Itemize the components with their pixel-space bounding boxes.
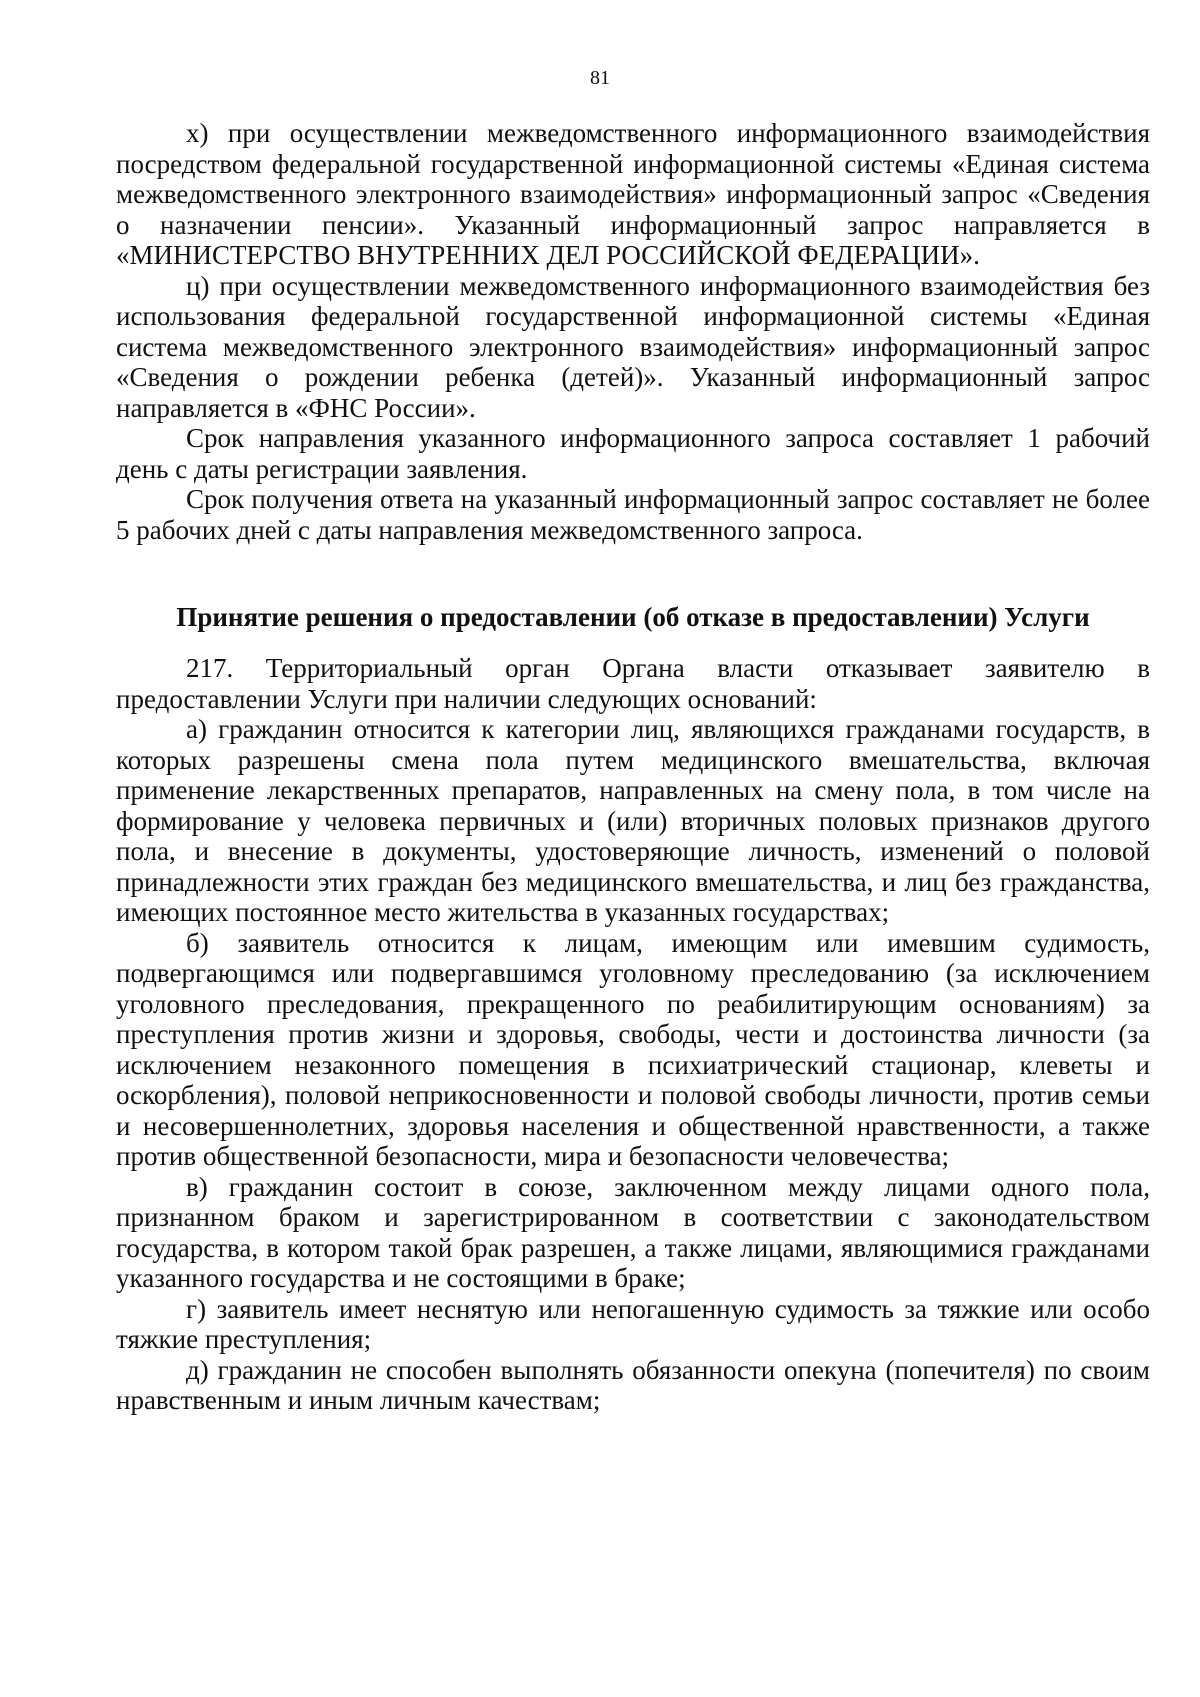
document-body <box>116 118 1150 1416</box>
paragraph-response-term: Срок получения ответа на указанный информационный запрос составляет не более 5 рабочих дней с даты направления межведомственного запроса. <box>116 484 1150 545</box>
paragraph-d: д) гражданин не способен выполнять обязанности опекуна (попечителя) по своим нравственным и иным личным качествам; <box>116 1354 1150 1415</box>
paragraph-kh: х) при осуществлении межведомственного информационного взаимодействия посредством федеральной государственной информационной системы «Единая система межведомственного электронного взаимодействия» информационный запрос «Сведения о назначении пенсии». Указанный информационный запрос направляется в «МИНИСТЕРСТВО ВНУТРЕННИХ ДЕЛ РОССИЙСКОЙ ФЕДЕРАЦИИ». <box>116 118 1150 270</box>
paragraph-ts: ц) при осуществлении межведомственного информационного взаимодействия без использования федеральной государственной информационной системы «Единая система межведомственного электронного взаимодействия» информационный запрос «Сведения о рождении ребенка (детей)». Указанный информационный запрос направляется в «ФНС России». <box>116 270 1150 423</box>
paragraph-g: г) заявитель имеет неснятую или непогашенную судимость за тяжкие или особо тяжкие преступления; <box>116 1293 1150 1354</box>
paragraph-217: 217. Территориальный орган Органа власти отказывает заявителю в предоставлении Услуги при наличии следующих оснований: <box>116 653 1150 714</box>
section-heading: Принятие решения о предоставлении (об отказе в предоставлении) Услуги <box>176 602 1090 632</box>
paragraph-b: б) заявитель относится к лицам, имеющим или имевшим судимость, подвергающимся или подвергавшимся уголовному преследованию (за исключением уголовного преследования, прекращенного по реабилитирующим основаниям) за преступления против жизни и здоровья, свободы, чести и достоинства личности (за исключением незаконного помещения в психиатрический стационар, клеветы и оскорбления), половой неприкосновенности и половой свободы личности, против семьи и несовершеннолетних, здоровья населения и общественной нравственности, а также против общественной безопасности, мира и безопасности человечества; <box>116 927 1150 1171</box>
page-number: 81 <box>590 67 610 89</box>
paragraph-v: в) гражданин состоит в союзе, заключенном между лицами одного пола, признанном браком и зарегистрированном в соответствии с законодательством государства, в котором такой брак разрешен, а также лицами, являющимися гражданами указанного государства и не состоящими в браке; <box>116 1171 1150 1293</box>
paragraph-a: а) гражданин относится к категории лиц, являющихся гражданами государств, в которых разрешены смена пола путем медицинского вмешательства, включая применение лекарственных препаратов, направленных на смену пола, в том числе на формирование у человека первичных и (или) вторичных половых признаков другого пола, и внесение в документы, удостоверяющие личность, изменений о половой принадлежности этих граждан без медицинского вмешательства, и лиц без гражданства, имеющих постоянное место жительства в указанных государствах; <box>116 714 1150 927</box>
paragraph-request-term: Срок направления указанного информационного запроса составляет 1 рабочий день с даты регистрации заявления. <box>116 423 1150 484</box>
